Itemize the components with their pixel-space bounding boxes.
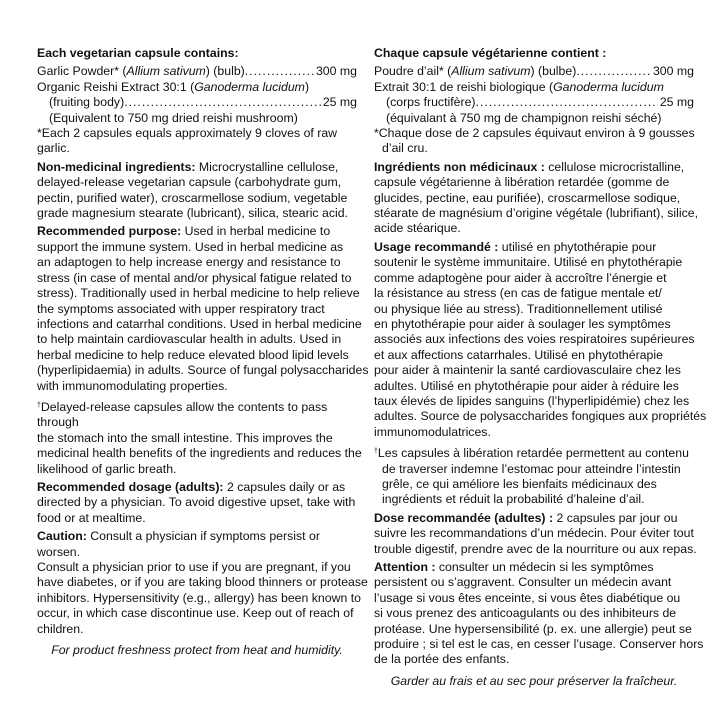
purpose-line: herbal medicine to help reduce elevated blood lipid levels [37, 347, 349, 362]
purpose-line: infections and catarrhal conditions. Used in herbal medicine [37, 316, 362, 331]
usage-line: pour aider à maintenir la santé cardiovasculaire chez les [374, 363, 681, 378]
ingredient-part: (corps fructifère) [386, 95, 476, 110]
dosage-line: suivre les recommandations d’un médecin. Pour éviter tout [374, 526, 694, 541]
english-column [37, 46, 369, 658]
caution-line: protéase. Une hypersensibilité (p. ex. une allergie) peut se [374, 621, 692, 636]
delayed-release-paragraph [374, 446, 694, 508]
usage-line: associés aux infections des voies respiratoires supérieures [374, 332, 695, 347]
purpose-line: (hyperlipidaemia) in adults. Source of fungal polysaccharides [37, 363, 369, 378]
ingredient-name-post: ) (bulbe) [530, 64, 577, 79]
reishi-equivalent: (Equivalent to 750 mg dried reishi mushroom) [49, 110, 298, 125]
ingredient-garlic [374, 64, 694, 79]
nmi-line: glucides, pectine, eau purifiée), croscarmellose sodique, [374, 190, 681, 205]
ingredient-reishi-line1 [37, 80, 357, 95]
purpose-line: an adaptogen to help increase energy and resistance to [37, 255, 341, 270]
reishi-equivalent: (équivalant à 750 mg de champignon reishi séché) [386, 110, 662, 125]
ingredient-name-pre: Garlic Powder* ( [37, 64, 127, 79]
contains-heading: Each vegetarian capsule contains: [37, 46, 239, 60]
ingredient-amount: 25 mg [322, 95, 357, 110]
usage-line: et aux affections catarrhales. Utilisé en phytothérapie [374, 347, 663, 362]
purpose-line: support the immune system. Used in herbal medicine as [37, 239, 344, 254]
dot-leader [576, 64, 651, 79]
usage-line: adultes. Utilisé en phytothérapie pour aider à réduire les [374, 378, 679, 393]
caution-label: Attention : [374, 560, 436, 574]
ingredient-name-pre: Poudre d’ail* ( [374, 64, 452, 79]
nmi-label: Ingrédients non médicinaux : [374, 159, 545, 174]
dosage-line: directed by a physician. To avoid digestive upset, take with [37, 495, 356, 510]
usage-line: utilisé en phytothérapie pour [498, 239, 657, 254]
caution-line: de la portée des enfants. [374, 652, 510, 667]
ingredient-name-post: ) [304, 79, 310, 94]
dot-leader [245, 64, 314, 79]
caution-paragraph [374, 560, 704, 668]
nmi-label: Non-medicinal ingredients: [37, 159, 196, 174]
purpose-line: with immunomodulating properties. [37, 378, 228, 393]
dosage-line: 2 capsules par jour ou [553, 510, 678, 525]
purpose-paragraph [37, 224, 369, 393]
nmi-line: cellulose microcristalline, [544, 159, 685, 174]
garlic-note [374, 126, 694, 157]
dosage-line: 2 capsules daily or as [223, 479, 346, 494]
dosage-label: Dose recommandée (adultes) : [374, 510, 554, 525]
dosage-paragraph [37, 480, 357, 526]
freshness-note: Garder au frais et au sec pour préserver la fraîcheur. [390, 673, 678, 688]
ingredient-reishi [37, 95, 357, 110]
usage-line: en phytothérapie pour aider à soulager les symptômes [374, 316, 671, 331]
caution-line: Consult a physician if symptoms persist or worsen. [37, 529, 320, 559]
caution-line: Consult a physician prior to use if you are pregnant, if you [37, 560, 351, 574]
usage-line: comme adaptogène pour aider à accroître l’énergie et [374, 270, 667, 285]
dosage-label: Recommended dosage (adults): [37, 479, 224, 494]
ingredient-reishi [374, 95, 694, 110]
usage-line: ou physique liée au stress). Traditionnellement utilisé [374, 301, 663, 316]
usage-label: Usage recommandé : [374, 239, 499, 254]
latin-name: Allium sativum [451, 64, 531, 79]
dosage-line: food or at mealtime. [37, 510, 146, 525]
garlic-note-line: *Chaque dose de 2 capsules équivaut environ à 9 gousses [374, 126, 695, 141]
latin-name: Allium sativum [126, 64, 206, 79]
ingredient-amount: 300 mg [315, 64, 357, 79]
nmi-paragraph [37, 160, 357, 222]
delayed-line: medicinal health benefits of the ingredients and reduces the [37, 446, 362, 461]
contains-heading: Chaque capsule végétarienne contient : [374, 46, 607, 60]
purpose-line: stress). Traditionally used in herbal medicine to help relieve [37, 286, 360, 301]
dosage-line: trouble digestif, prendre avec de la nourriture ou aux repas. [374, 541, 697, 556]
ingredient-garlic [37, 64, 357, 79]
caution-paragraph [37, 529, 368, 637]
delayed-line: the stomach into the small intestine. This improves the [37, 430, 333, 445]
dot-leader [476, 95, 658, 110]
garlic-note-line: d’ail cru. [382, 141, 428, 156]
ingredient-name-pre: Organic Reishi Extract 30:1 ( [37, 79, 195, 94]
delayed-line: Delayed-release capsules allow the contents to pass through [37, 399, 328, 430]
caution-line: consulter un médecin si les symptômes [435, 560, 654, 574]
caution-line: persistent ou s’aggravent. Consulter un médecin avant [374, 575, 672, 590]
nmi-line: acide stéarique. [374, 221, 461, 236]
nmi-paragraph [374, 159, 698, 237]
ingredient-name-post: ) (bulb) [205, 64, 245, 79]
ingredient-reishi-line1 [374, 80, 694, 95]
delayed-line: Les capsules à libération retardée permettent au contenu [377, 446, 689, 461]
usage-line: taux élevés de lipides sanguins (l’hyperlipidémie) chez les [374, 393, 690, 408]
delayed-release-paragraph [37, 399, 362, 477]
latin-name: Ganoderma lucidum [194, 79, 305, 94]
usage-line: adultes. Source de polysaccharides fongiques aux propriétés [374, 409, 707, 424]
delayed-line: ingrédients et réduit la probabilité d’haleine d’ail. [382, 492, 645, 507]
caution-line: l’usage si vous êtes enceinte, si vous êtes diabétique ou [374, 590, 681, 605]
nmi-line: grade magnesium stearate (lubricant), silica, stearic acid. [37, 206, 348, 221]
delayed-line: grêle, ce qui améliore les bienfaits médicinaux des [382, 476, 657, 491]
freshness-note: For product freshness protect from heat and humidity. [51, 643, 343, 658]
french-column [374, 46, 707, 689]
latin-name: Ganoderma lucidum [553, 79, 664, 94]
caution-line: have diabetes, or if you are taking blood thinners or protease [37, 575, 368, 590]
dosage-paragraph [374, 510, 697, 557]
ingredient-amount: 300 mg [652, 64, 694, 79]
purpose-line: Used in herbal medicine to [181, 224, 331, 239]
caution-line: children. [37, 621, 84, 636]
purpose-line: stress (in case of mental and/or physical fatigue related to [37, 270, 352, 285]
usage-paragraph [374, 239, 707, 440]
usage-line: soutenir le système immunitaire. Utilisé en phytothérapie [374, 255, 683, 270]
garlic-note: *Each 2 capsules equals approximately 9 cloves of raw garlic. [37, 126, 338, 156]
dot-leader [124, 95, 321, 110]
caution-line: inhibitors. Hypersensitivity (e.g., allergy) has been known to [37, 590, 361, 605]
dagger-mark: † [37, 401, 41, 409]
usage-line: la résistance au stress (en cas de fatigue mentale et/ [374, 286, 662, 301]
nmi-line: Microcrystalline cellulose, [195, 159, 339, 174]
caution-line: occur, in which case discontinue use. Keep out of reach of [37, 606, 354, 621]
purpose-line: the symptoms associated with upper respiratory tract [37, 301, 325, 316]
caution-label: Caution: [37, 529, 87, 544]
ingredient-name-pre: Extrait 30:1 de reishi biologique ( [374, 79, 554, 94]
nmi-line: pectin, purified water), croscarmellose sodium, vegetable [37, 190, 348, 205]
caution-line: produire ; si tel est le cas, en cesser l’usage. Conserver hors [374, 637, 704, 652]
delayed-line: de traverser indemne l’estomac pour atteindre l’intestin [382, 461, 681, 476]
usage-line: immunomodulatrices. [374, 424, 491, 439]
nmi-line: stéarate de magnésium d’origine végétale (lubrifiant), silice, [374, 206, 698, 221]
dagger-mark: † [374, 448, 378, 456]
ingredient-part: (fruiting body) [49, 95, 125, 110]
purpose-label: Recommended purpose: [37, 224, 182, 239]
caution-line: si vous prenez des anticoagulants ou des inhibiteurs de [374, 606, 677, 621]
nmi-line: capsule végétarienne à libération retardée (gomme de [374, 175, 670, 190]
delayed-line: likelihood of garlic breath. [37, 461, 177, 476]
nmi-line: delayed-release vegetarian capsule (carbohydrate gum, [37, 175, 342, 190]
ingredient-amount: 25 mg [659, 95, 694, 110]
purpose-line: to help maintain cardiovascular health in adults. Used in [37, 332, 342, 347]
